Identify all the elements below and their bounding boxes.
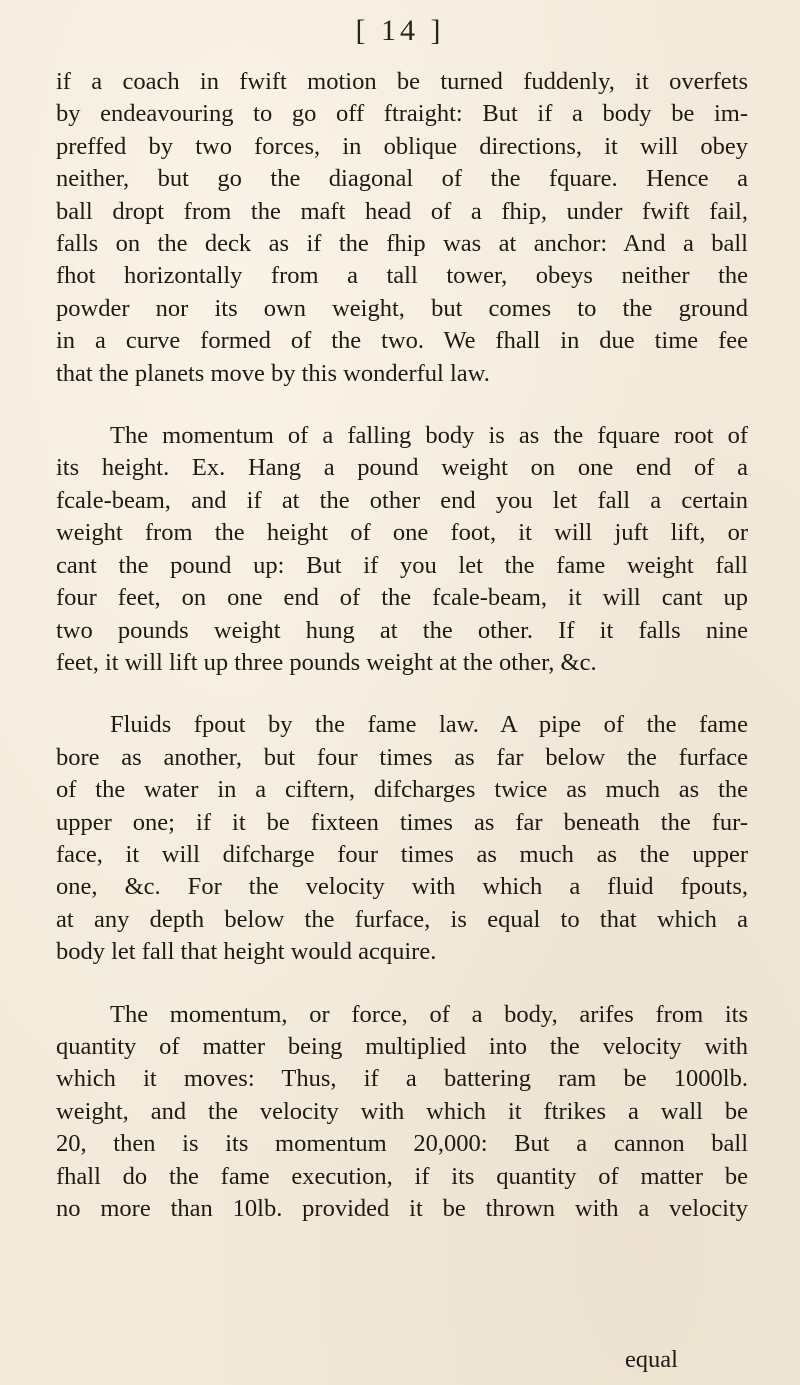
paragraph	[56, 999, 748, 1226]
text-line: at any depth below the furface, is equal to that which a	[56, 905, 748, 933]
text-line: body let fall that height would acquire.	[56, 938, 437, 966]
text-line: feet, it will lift up three pounds weight at the other, &c.	[56, 648, 597, 676]
text-line: Fluids fpout by the fame law. A pipe of the fame	[110, 711, 748, 739]
text-line: one, &c. For the velocity with which a fluid fpouts,	[56, 873, 748, 901]
text-line: The momentum, or force, of a body, arifes from its	[110, 1000, 748, 1028]
text-line: fhall do the fame execution, if its quantity of matter be	[56, 1162, 748, 1190]
text-line: quantity of matter being multiplied into the velocity with	[56, 1032, 748, 1060]
text-line: neither, but go the diagonal of the fquare. Hence a	[56, 165, 748, 193]
text-line: powder nor its own weight, but comes to the ground	[56, 294, 748, 322]
text-line: preffed by two forces, in oblique directions, it will obey	[56, 132, 748, 160]
paragraph	[56, 66, 748, 390]
text-line: four feet, on one end of the fcale-beam, it will cant up	[56, 584, 748, 612]
catchword: equal	[624, 1346, 678, 1373]
text-line: two pounds weight hung at the other. If it falls nine	[56, 616, 748, 644]
text-line: 20, then is its momentum 20,000: But a cannon ball	[56, 1130, 748, 1158]
text-line: falls on the deck as if the fhip was at anchor: And a ball	[56, 230, 748, 258]
text-line: no more than 10lb. provided it be thrown with a velocity	[56, 1195, 748, 1222]
body-text	[56, 66, 748, 1225]
text-line: of the water in a ciftern, difcharges twice as much as the	[56, 776, 748, 804]
page-number: [ 14 ]	[355, 14, 445, 47]
text-line: cant the pound up: But if you let the fame weight fall	[56, 551, 748, 579]
text-line: if a coach in fwift motion be turned fuddenly, it overfets	[56, 68, 748, 95]
text-line: fcale-beam, and if at the other end you let fall a certain	[56, 486, 748, 514]
text-line: face, it will difcharge four times as much as the upper	[56, 840, 748, 868]
text-line: bore as another, but four times as far below the furface	[56, 743, 748, 771]
text-line: weight, and the velocity with which it ftrikes a wall be	[56, 1097, 748, 1125]
paragraph	[56, 420, 748, 679]
text-line: in a curve formed of the two. We fhall in due time fee	[56, 327, 748, 355]
text-line: by endeavouring to go off ftraight: But if a body be im-	[56, 100, 748, 128]
text-line: weight from the height of one foot, it will juft lift, or	[56, 519, 748, 547]
text-line: that the planets move by this wonderful law.	[56, 359, 490, 387]
text-line: ball dropt from the maft head of a fhip, under fwift fail,	[56, 197, 748, 225]
text-line: The momentum of a falling body is as the fquare root of	[110, 422, 748, 450]
paragraph	[56, 709, 748, 968]
text-line: its height. Ex. Hang a pound weight on one end of a	[56, 454, 748, 482]
text-line: which it moves: Thus, if a battering ram be 1000lb.	[56, 1065, 748, 1093]
text-line: upper one; if it be fixteen times as far beneath the fur-	[56, 808, 748, 836]
text-line: fhot horizontally from a tall tower, obeys neither the	[56, 262, 748, 290]
